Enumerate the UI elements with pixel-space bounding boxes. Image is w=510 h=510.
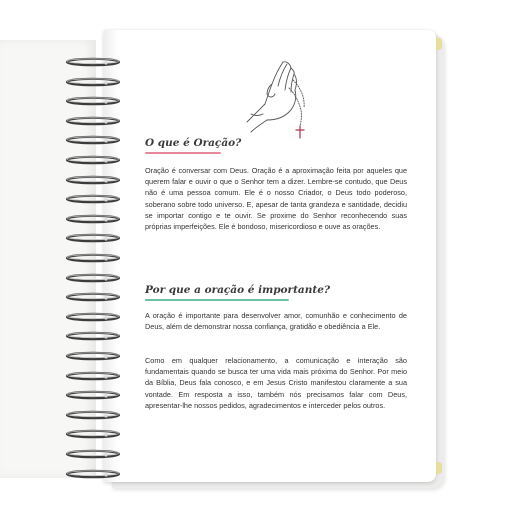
spiral-ring-icon [64, 213, 122, 225]
spiral-ring-icon [64, 232, 122, 244]
spiral-ring-icon [64, 428, 122, 440]
spiral-ring-icon [64, 134, 122, 146]
section2-title-underline [145, 299, 289, 301]
spiral-ring-icon [64, 154, 122, 166]
page-tab-top [436, 38, 442, 50]
spiral-ring-icon [64, 448, 122, 460]
section1-title-underline [145, 152, 221, 154]
spiral-ring-icon [64, 272, 122, 284]
praying-hands-with-rosary-icon [245, 58, 325, 140]
spiral-ring-icon [64, 56, 122, 68]
spiral-ring-icon [64, 95, 122, 107]
spiral-ring-icon [64, 311, 122, 323]
page-tab-bottom [436, 462, 442, 474]
section1-body: Oração é conversar com Deus. Oração é a aproximação feita por aqueles que querem falar e ouvir o que o Senhor tem a dizer. Lembre-se contudo, que Deus não é uma pessoa comum. Ele é o nosso Criador, o Deus todo poderoso, soberano sobre todo universo. E, apesar de tanta grandeza e santidade, decidiu se importar contigo e te ouvir. Se proxime do Senhor reconhecendo suas próprias imperfeições. Ele é bondoso, misericordioso e ouve as orações. [145, 166, 407, 232]
spiral-ring-icon [64, 468, 122, 480]
section2-paragraph-1: A oração é importante para desenvolver amor, comunhão e conhecimento de Deus, além de demonstrar nossa confiança, gratidão e obediência a Ele. [145, 311, 407, 332]
spiral-ring-icon [64, 389, 122, 401]
spiral-ring-icon [64, 350, 122, 362]
section2-paragraph-2: Como em qualquer relacionamento, a comunicação e interação são fundamentais quando se busca ter uma vida mais próxima do Senhor. Por meio da Bíblia, Deus fala conosco, e em Jesus Cristo manifestou claramente a sua vontade. Em resposta a isso, também nós precisamos falar com Deus, apresentar-lhe nossos pedidos, agradecimentos e interceder pelos outros. [145, 356, 407, 410]
spiral-ring-icon [64, 174, 122, 186]
section2-title: Por que a oração é importante? [145, 284, 331, 296]
spiral-ring-icon [64, 115, 122, 127]
section1-title: O que é Oração? [145, 137, 242, 149]
spiral-ring-icon [64, 76, 122, 88]
spiral-ring-icon [64, 330, 122, 342]
spiral-ring-icon [64, 252, 122, 264]
spiral-ring-icon [64, 291, 122, 303]
spiral-ring-icon [64, 370, 122, 382]
spiral-ring-icon [64, 193, 122, 205]
spiral-ring-icon [64, 409, 122, 421]
